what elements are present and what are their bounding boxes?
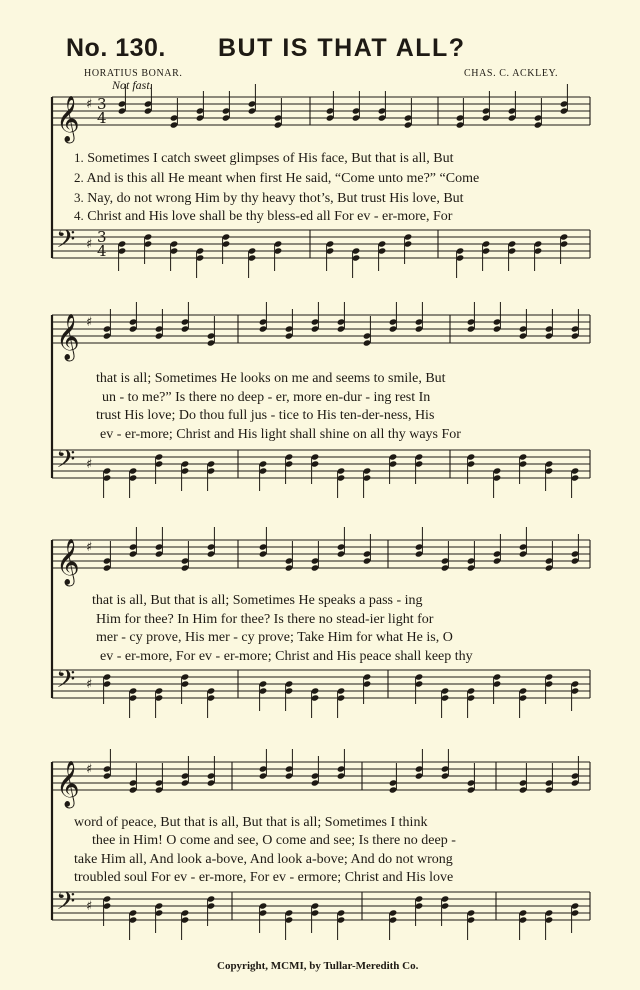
lyric-line-s1-v3: 3. Nay, do not wrong Him by thy heavy thot’s, But trust His love, But [74,190,464,206]
lyric-line-s2-v4: ev - er-more; Christ and His light shall shine on all thy ways For [100,427,461,442]
treble-clef-icon: 𝄞 [56,539,80,585]
bass-clef-icon: 𝄢 [56,225,76,260]
lyric-line-s1-v2: 2. And is this all He meant when first He said, “Come unto me?” “Come [74,170,480,186]
hymn-number: No. 130. [66,34,166,62]
sharp-icon: ♯ [86,677,93,692]
treble-clef-icon: 𝄞 [56,96,80,142]
time-signature-bottom: 4 [97,109,107,127]
lyric-line-s1-v4: 4. Christ and His love shall be thy bless-ed all For ev - er-more, For [74,208,453,224]
time-signature-top: 3 [97,95,107,113]
sharp-icon: ♯ [86,315,93,330]
bass-clef-icon: 𝄢 [56,887,76,922]
sharp-icon: ♯ [86,97,93,112]
bass-clef-icon: 𝄢 [56,445,76,480]
lyric-line-s3-v3: mer - cy prove, His mer - cy prove; Take Him for what He is, O [96,630,453,645]
author-credit: HORATIUS BONAR. [84,68,183,79]
time-signature-top: 3 [97,228,107,246]
sharp-icon: ♯ [86,237,93,252]
sharp-icon: ♯ [86,762,93,777]
treble-clef-icon: 𝄞 [56,314,80,360]
lyric-line-s2-v1: that is all; Sometimes He looks on me and seems to smile, But [96,371,446,386]
tempo-marking: Not fast. [112,78,153,92]
lyric-line-s2-v2: un - to me?” Is there no deep - er, more en-dur - ing rest In [102,390,431,405]
sharp-icon: ♯ [86,457,93,472]
treble-clef-icon: 𝄞 [56,761,80,807]
lyric-line-s4-v4: troubled soul For ev - er-more, For ev - ermore; Christ and His love [74,870,454,885]
lyric-line-s2-v3: trust His love; Do thou full jus - tice to His ten-der-ness, His [96,408,435,423]
time-signature-bottom: 4 [97,242,107,260]
sharp-icon: ♯ [86,540,93,555]
lyric-line-s4-v1: word of peace, But that is all, But that is all; Sometimes I think [74,815,428,830]
sharp-icon: ♯ [86,899,93,914]
lyric-line-s4-v2: thee in Him! O come and see, O come and see; Is there no deep - [92,833,456,848]
lyric-line-s4-v3: take Him all, And look a-bove, And look a-bove; And do not wrong [74,852,453,867]
lyric-line-s3-v1: that is all, But that is all; Sometimes He speaks a pass - ing [92,593,423,608]
composer-credit: CHAS. C. ACKLEY. [464,68,559,79]
lyric-line-s3-v4: ev - er-more, For ev - er-more; Christ and His peace shall keep thy [100,649,473,664]
copyright-notice: Copyright, MCMI, by Tullar-Meredith Co. [217,960,419,972]
lyric-line-s1-v1: 1. Sometimes I catch sweet glimpses of His face, But that is all, But [74,150,454,166]
bass-clef-icon: 𝄢 [56,665,76,700]
lyric-line-s3-v2: Him for thee? In Him for thee? Is there no stead-ier light for [96,612,434,627]
hymn-title: BUT IS THAT ALL? [218,34,466,62]
